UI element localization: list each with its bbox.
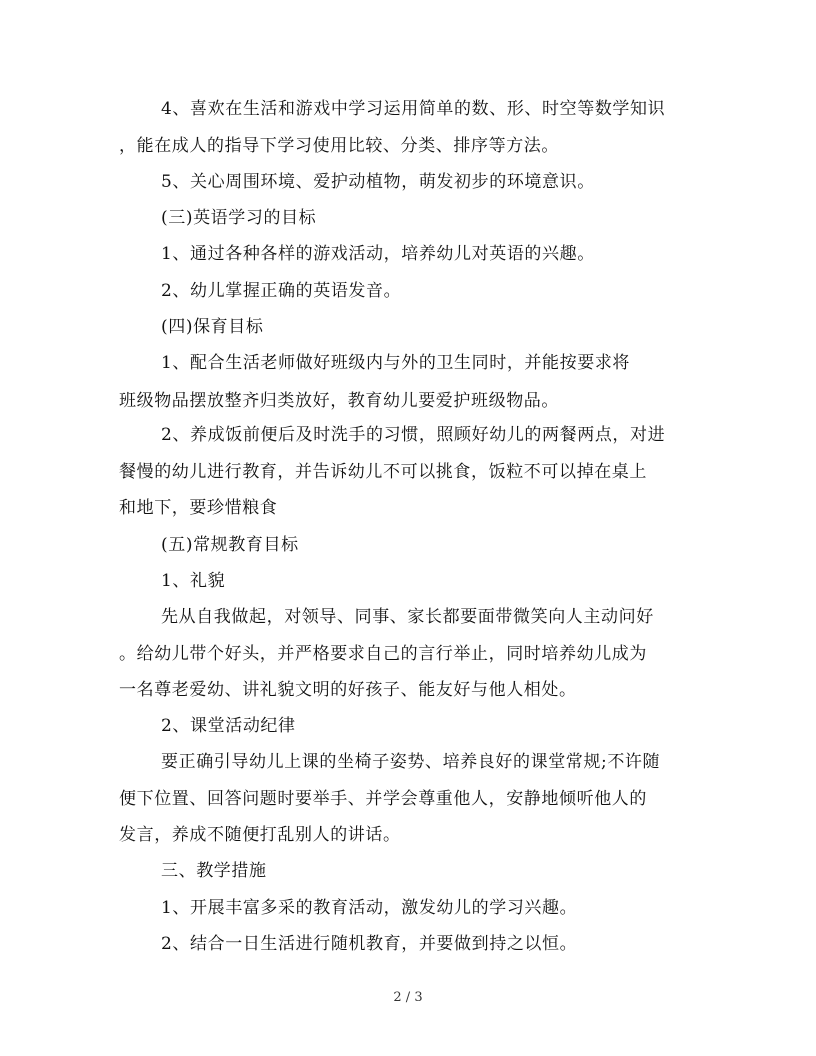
section-heading: (四)保育目标: [161, 317, 264, 337]
text-line: 发言，养成不随便打乱别人的讲话。: [119, 825, 401, 845]
section-heading: (三)英语学习的目标: [161, 208, 317, 228]
text-line: 。给幼儿带个好头，并严格要求自己的言行举止，同时培养幼儿成为: [119, 644, 647, 664]
section-heading: 三、教学措施: [161, 861, 267, 881]
text-line: 2、结合一日生活进行随机教育，并要做到持之以恒。: [161, 934, 578, 954]
subsection-heading: 2、课堂活动纪律: [161, 716, 296, 736]
text-line: 一名尊老爱幼、讲礼貌文明的好孩子、能友好与他人相处。: [119, 680, 577, 700]
text-line: 5、关心周围环境、爱护动植物，萌发初步的环境意识。: [161, 172, 595, 192]
text-line: 1、开展丰富多采的教育活动，激发幼儿的学习兴趣。: [161, 898, 578, 918]
text-line: 4、喜欢在生活和游戏中学习运用简单的数、形、时空等数学知识: [161, 99, 666, 119]
text-line: 1、通过各种各样的游戏活动，培养幼儿对英语的兴趣。: [161, 244, 595, 264]
text-line: 先从自我做起，对领导、同事、家长都要面带微笑向人主动问好: [161, 607, 654, 627]
text-line: 便下位置、回答问题时要举手、并学会尊重他人，安静地倾听他人的: [119, 789, 647, 809]
text-line: 要正确引导幼儿上课的坐椅子姿势、培养良好的课堂常规;不许随: [161, 752, 661, 772]
text-line: ，能在成人的指导下学习使用比较、分类、排序等方法。: [119, 136, 559, 156]
text-line: 班级物品摆放整齐归类放好，教育幼儿要爱护班级物品。: [119, 391, 559, 411]
text-line: 2、养成饭前便后及时洗手的习惯，照顾好幼儿的两餐两点，对进: [161, 425, 666, 445]
text-line: 和地下，要珍惜粮食: [119, 498, 278, 518]
text-line: 2、幼儿掌握正确的英语发音。: [161, 281, 402, 301]
text-line: 餐慢的幼儿进行教育，并告诉幼儿不可以挑食，饭粒不可以掉在桌上: [119, 462, 647, 482]
section-heading: (五)常规教育目标: [161, 535, 299, 555]
text-line: 1、配合生活老师做好班级内与外的卫生同时，并能按要求将: [161, 353, 631, 373]
subsection-heading: 1、礼貌: [161, 571, 226, 591]
page-number: 2 / 3: [393, 990, 423, 1005]
